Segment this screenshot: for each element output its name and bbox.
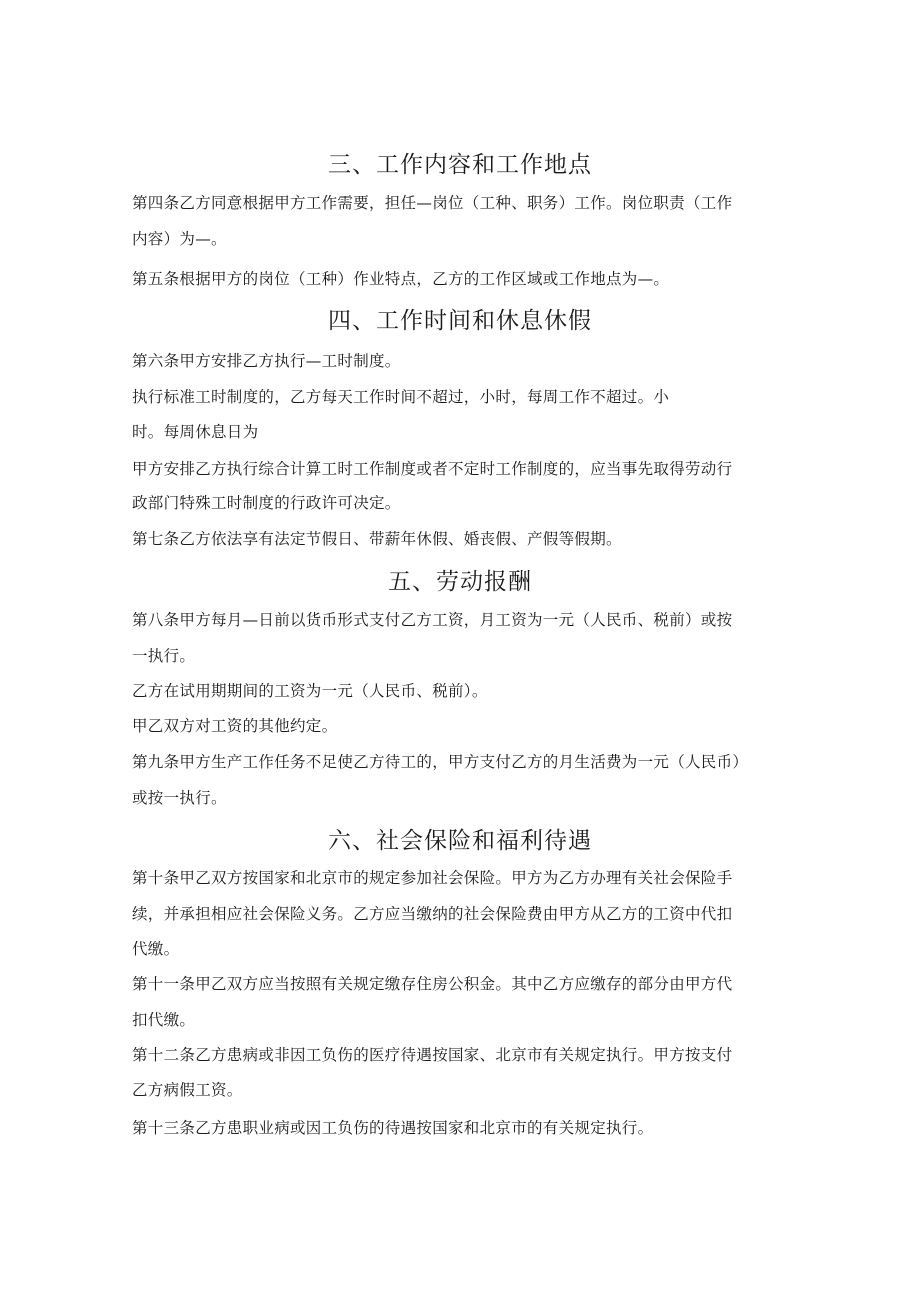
clause-line: 执行标准工时制度的，乙方每天工作时间不超过，小时，每周工作不超过。小 [132,388,670,406]
clause-line: 乙方病假工资。 [132,1081,243,1099]
clause-line: 内容）为—。 [132,230,227,248]
clause-line: 甲方安排乙方执行综合计算工时工作制度或者不定时工作制度的，应当事先取得劳动行 [132,460,733,478]
clause-line: 时。每周休息日为 [132,423,259,441]
clause-line: 第十一条甲乙双方应当按照有关规定缴存住房公积金。其中乙方应缴存的部分由甲方代 [132,975,733,993]
section-heading-social-insurance: 六、社会保险和福利待遇 [328,828,592,854]
clause-line: 或按一执行。 [132,789,227,807]
clause-line: 扣代缴。 [132,1011,196,1029]
clause-line: 第十条甲乙双方按国家和北京市的规定参加社会保险。甲方为乙方办理有关社会保险手 [132,869,733,887]
clause-line: 甲乙双方对工资的其他约定。 [132,717,338,735]
clause-line: 政部门特殊工时制度的行政许可决定。 [132,494,401,512]
clause-line: 第四条乙方同意根据甲方工作需要，担任—岗位（工种、职务）工作。岗位职责（工作 [132,194,733,212]
section-heading-work-content: 三、工作内容和工作地点 [328,152,592,178]
clause-line: 第六条甲方安排乙方执行—工时制度。 [132,352,401,370]
clause-line: 一执行。 [132,647,196,665]
clause-line: 第七条乙方依法享有法定节假日、带薪年休假、婚丧假、产假等假期。 [132,530,622,548]
clause-line: 第十三条乙方患职业病或因工负伤的待遇按国家和北京市的有关规定执行。 [132,1119,654,1137]
clause-line: 代缴。 [132,940,180,958]
clause-line: 第八条甲方每月—日前以货币形式支付乙方工资，月工资为一元（人民币、税前）或按 [132,611,733,629]
clause-line: 乙方在试用期期间的工资为一元（人民币、税前）。 [132,682,488,700]
clause-line: 第五条根据甲方的岗位（工种）作业特点，乙方的工作区域或工作地点为—。 [132,270,670,288]
clause-line: 续，并承担相应社会保险义务。乙方应当缴纳的社会保险费由甲方从乙方的工资中代扣 [132,905,733,923]
clause-line: 第十二条乙方患病或非因工负伤的医疗待遇按国家、北京市有关规定执行。甲方按支付 [132,1046,733,1064]
section-heading-remuneration: 五、劳动报酬 [388,569,532,595]
clause-line: 第九条甲方生产工作任务不足使乙方待工的，甲方支付乙方的月生活费为一元（人民币） [132,753,749,771]
section-heading-work-hours: 四、工作时间和休息休假 [328,308,592,334]
